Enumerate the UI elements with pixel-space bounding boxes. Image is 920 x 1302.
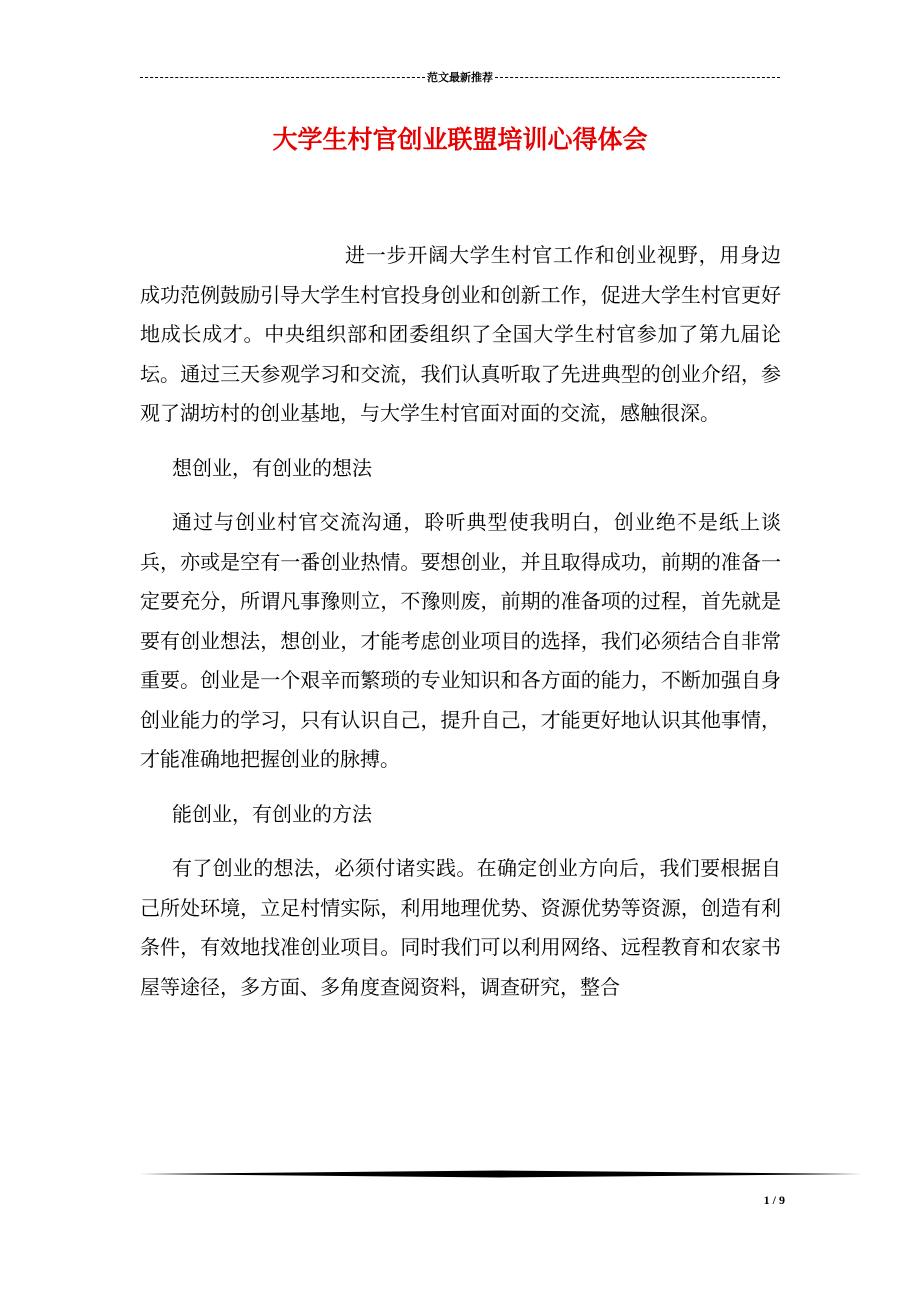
section-heading-method: 能创业，有创业的方法 bbox=[172, 801, 372, 826]
header-banner-label: 范文最新推荐 bbox=[427, 71, 493, 84]
header-dash-left bbox=[140, 77, 425, 78]
page-number: 1 / 9 bbox=[763, 1193, 785, 1207]
header-banner bbox=[140, 68, 780, 86]
intro-paragraph: 进一步开阔大学生村官工作和创业视野，用身边成功范例鼓励引导大学生村官投身创业和创新工作，促进大学生村官更好地成长成才。中央组织部和团委组织了全国大学生村官参加了第九届论坛。通过三天参观学习和交流，我们认真听取了先进典型的创业介绍，参观了湖坊村的创业基地，与大学生村官面对面的交流，感触很深。 bbox=[140, 243, 781, 425]
section-heading-idea: 想创业，有创业的想法 bbox=[172, 455, 372, 480]
footer-divider bbox=[140, 1170, 862, 1178]
header-dash-right bbox=[495, 77, 780, 78]
document-body bbox=[140, 236, 781, 1022]
section-paragraph-method: 有了创业的想法，必须付诸实践。在确定创业方向后，我们要根据自己所处环境，立足村情实际，利用地理优势、资源优势等资源，创造有利条件，有效地找准创业项目。同时我们可以利用网络、远程教育和农家书屋等途径，多方面、多角度查阅资料，调查研究，整合 bbox=[140, 856, 781, 999]
section-paragraph-idea: 通过与创业村官交流沟通，聆听典型使我明白，创业绝不是纸上谈兵，亦或是空有一番创业热情。要想创业，并且取得成功，前期的准备一定要充分，所谓凡事豫则立，不豫则废，前期的准备项的过程，首先就是要有创业想法，想创业，才能考虑创业项目的选择，我们必须结合自非常重要。创业是一个艰辛而繁琐的专业知识和各方面的能力，不断加强自身创业能力的学习，只有认识自己，提升自己，才能更好地认识其他事情，才能准确地把握创业的脉搏。 bbox=[140, 510, 781, 771]
document-title: 大学生村官创业联盟培训心得体会 bbox=[272, 125, 648, 154]
